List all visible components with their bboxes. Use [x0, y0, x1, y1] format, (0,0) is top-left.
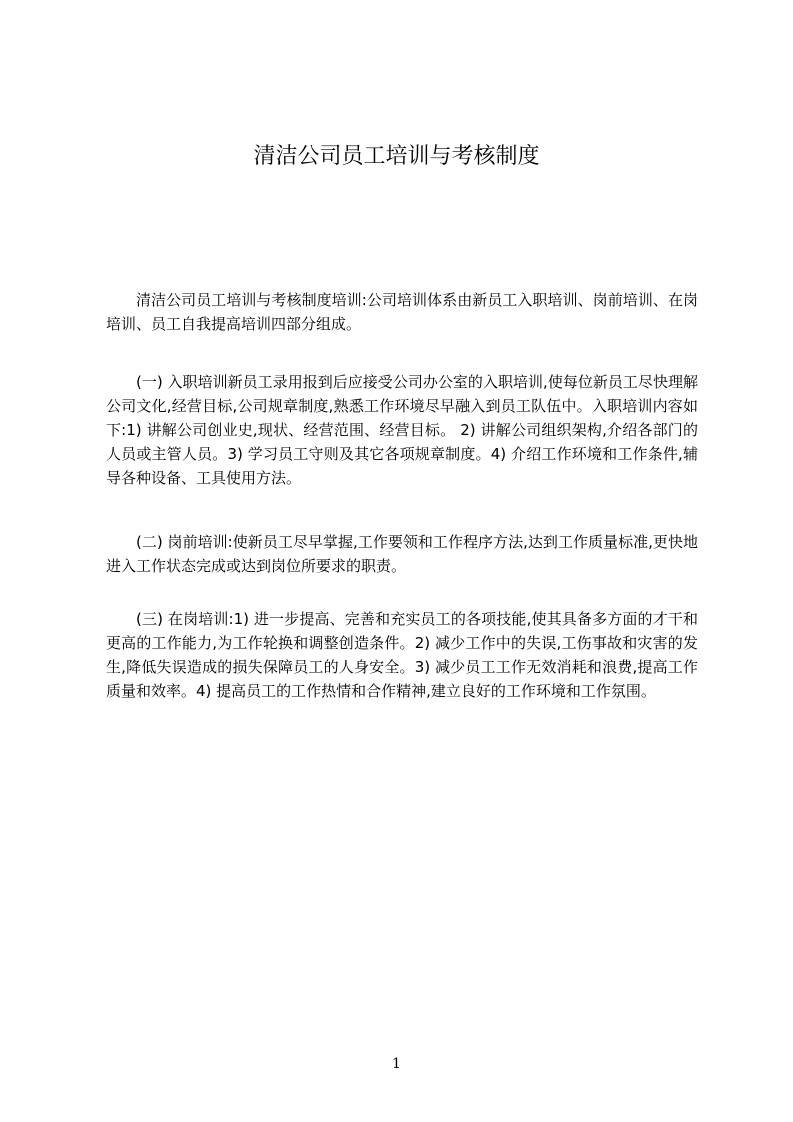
paragraph-onboarding-training: (一) 入职培训新员工录用报到后应接受公司办公室的入职培训,使每位新员工尽快理解公司文化,经营目标,公司规章制度,熟悉工作环境尽早融入到员工队伍中。入职培训内容如下:1) 讲解公司创业史,现状、经营范围、经营目标。 2) 讲解公司组织架构,介绍各部门的人员或主管人员。3) 学习员工守则及其它各项规章制度。4) 介绍工作环境和工作条件,辅导各种设备、工具使用方法。 — [106, 373, 698, 487]
document-title: 清洁公司员工培训与考核制度 — [253, 144, 540, 169]
page-number: 1 — [392, 1056, 401, 1072]
paragraph-intro: 清洁公司员工培训与考核制度培训:公司培训体系由新员工入职培训、岗前培训、在岗培训、员工自我提高培训四部分组成。 — [106, 291, 698, 333]
paragraph-pre-job-training: (二) 岗前培训:使新员工尽早掌握,工作要领和工作程序方法,达到工作质量标准,更快地进入工作状态完成或达到岗位所要求的职责。 — [106, 533, 698, 575]
paragraph-on-job-training: (三) 在岗培训:1) 进一步提高、完善和充实员工的各项技能,使其具备多方面的才干和更高的工作能力,为工作轮换和调整创造条件。2) 减少工作中的失误,工伤事故和灾害的发生,降低失误造成的损失保障员工的人身安全。3) 减少员工工作无效消耗和浪费,提高工作质量和效率。4) 提高员工的工作热情和合作精神,建立良好的工作环境和工作氛围。 — [106, 610, 698, 700]
